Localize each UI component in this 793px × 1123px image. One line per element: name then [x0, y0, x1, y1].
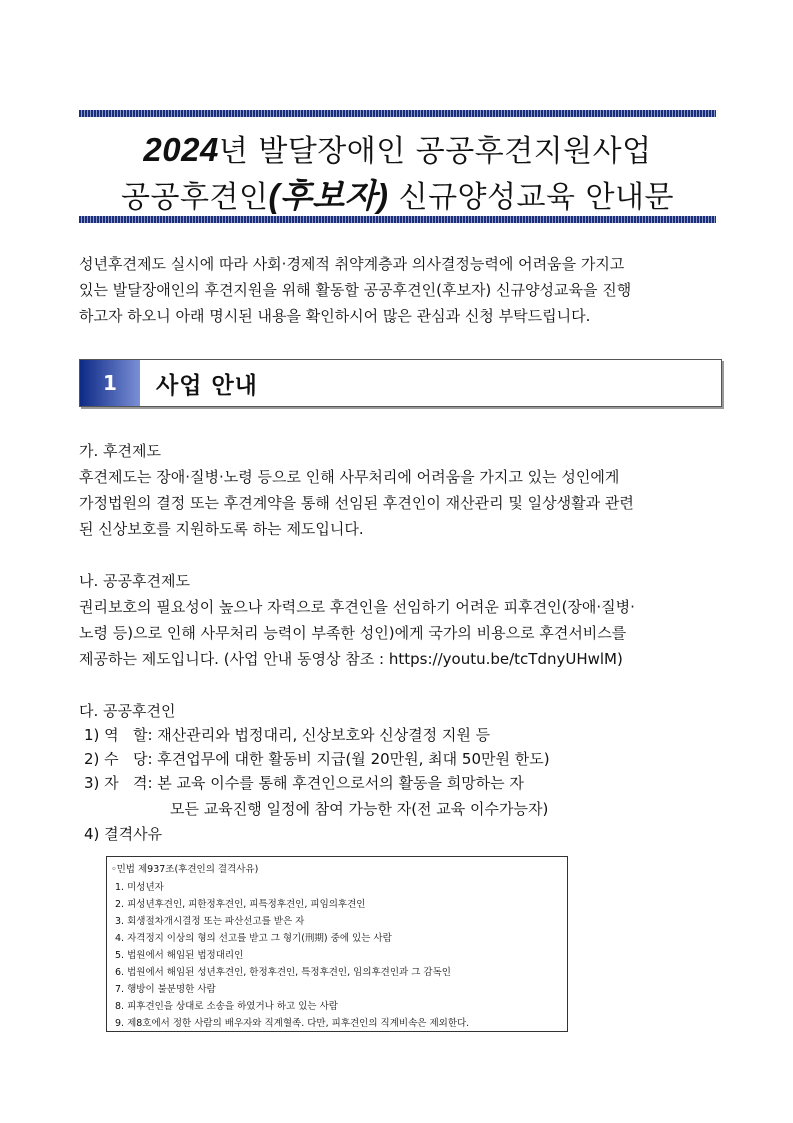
law-item: 1. 미성년자	[115, 882, 164, 893]
bottom-rule	[79, 216, 716, 223]
title-line2-a: 공공후견인	[121, 180, 269, 215]
page-title-line1	[79, 126, 716, 170]
law-box-title: ◦민법 제937조(후견인의 결격사유)	[111, 864, 259, 875]
law-item: 6. 법원에서 해임된 성년후견인, 한정후견인, 특정후견인, 임의후견인과 그 감독인	[115, 967, 451, 978]
section-header	[79, 359, 722, 407]
ga-line: 후견제도는 장애·질병·노령 등으로 인해 사무처리에 어려움을 가지고 있는 성인에게	[79, 468, 620, 486]
da-item: 3) 자 격: 본 교육 이수를 통해 후견인으로서의 활동을 희망하는 자	[84, 774, 524, 792]
law-box	[106, 856, 568, 1032]
na-heading: 나. 공공후견제도	[79, 572, 190, 590]
law-item: 5. 법원에서 해임된 법정대리인	[115, 950, 244, 961]
law-item: 8. 피후견인을 상대로 소송을 하였거나 하고 있는 사람	[115, 1001, 338, 1012]
section-title: 사업 안내	[156, 372, 258, 399]
da-heading: 다. 공공후견인	[79, 702, 176, 720]
da-item: 2) 수 당: 후견업무에 대한 활동비 지급(월 20만원, 최대 50만원 한도)	[84, 750, 550, 768]
law-item: 7. 행방이 불분명한 사람	[115, 984, 216, 995]
da-item: 모든 교육진행 일정에 참여 가능한 자(전 교육 이수가능자)	[170, 800, 549, 818]
title-line2-b: (후보자)	[268, 177, 389, 214]
intro-line: 있는 발달장애인의 후견지원을 위해 활동할 공공후견인(후보자) 신규양성교육을 진행	[79, 281, 632, 299]
na-line: 제공하는 제도입니다. (사업 안내 동영상 참조 : https://youtu.be/tcTdnyUHwlM)	[79, 650, 623, 668]
na-line: 노령 등)으로 인해 사무처리 능력이 부족한 성인)에게 국가의 비용으로 후견서비스를	[79, 624, 627, 642]
law-item: 3. 회생절차개시결정 또는 파산선고를 받은 자	[115, 916, 305, 927]
law-item: 2. 피성년후견인, 피한정후견인, 피특정후견인, 피임의후견인	[115, 899, 366, 910]
ga-line: 가정법원의 결정 또는 후견계약을 통해 선임된 후견인이 재산관리 및 일상생활과 관련	[79, 494, 634, 512]
intro-line: 성년후견제도 실시에 따라 사회·경제적 취약계층과 의사결정능력에 어려움을 가지고	[79, 255, 625, 273]
section-number: 1	[80, 360, 140, 406]
top-rule	[79, 110, 716, 117]
page-title-line2	[79, 170, 716, 217]
title-line1-text: 년 발달장애인 공공후견지원사업	[218, 134, 652, 169]
law-item: 9. 제8호에서 정한 사람의 배우자와 직계혈족. 다만, 피후견인의 직계비속은 제외한다.	[115, 1018, 470, 1029]
da-item: 4) 결격사유	[84, 825, 163, 843]
ga-line: 된 신상보호를 지원하도록 하는 제도입니다.	[79, 520, 364, 538]
law-item: 4. 자격정지 이상의 형의 선고를 받고 그 형기(刑期) 중에 있는 사람	[115, 933, 392, 944]
ga-heading: 가. 후견제도	[79, 442, 161, 460]
da-item: 1) 역 할: 재산관리와 법정대리, 신상보호와 신상결정 지원 등	[84, 726, 491, 744]
na-line: 권리보호의 필요성이 높으나 자력으로 후견인을 선임하기 어려운 피후견인(장애·질병·	[79, 598, 635, 616]
title-year: 2024	[143, 131, 219, 168]
title-line2-c: 신규양성교육 안내문	[388, 180, 674, 215]
intro-line: 하고자 하오니 아래 명시된 내용을 확인하시어 많은 관심과 신청 부탁드립니다.	[79, 307, 591, 325]
